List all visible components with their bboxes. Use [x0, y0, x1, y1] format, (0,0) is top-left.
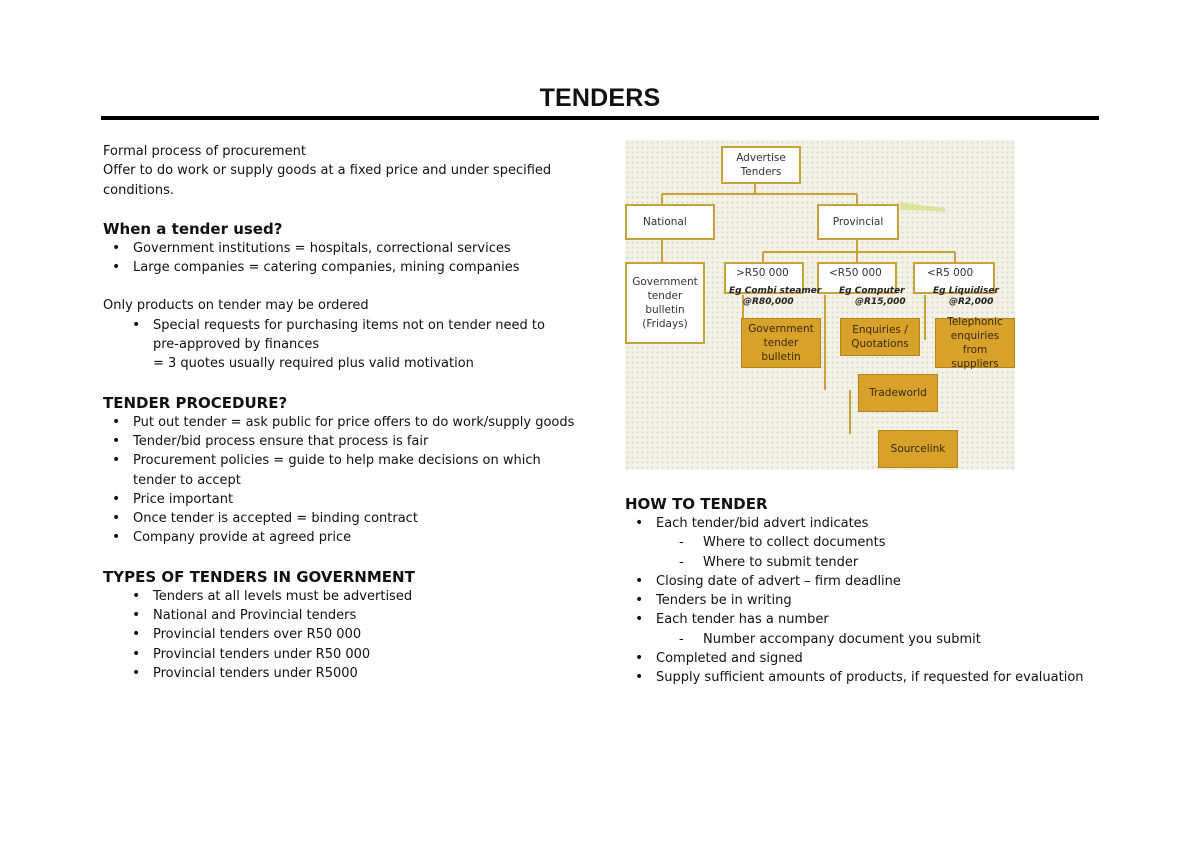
how-list [656, 514, 1095, 533]
when-heading: When a tender used? [103, 219, 283, 238]
list-item: • Price important [133, 490, 583, 509]
how-list-3 [656, 649, 1095, 688]
types-list [153, 587, 583, 683]
list-item: • Large companies = catering companies, mining companies [133, 258, 583, 277]
under-50k-label: <R50 000 [829, 267, 882, 279]
sourcelink-box: Sourcelink [878, 430, 958, 468]
list-item: • Completed and signed [656, 649, 1095, 668]
how-heading: HOW TO TENDER [625, 495, 768, 513]
list-item: • Each tender/bid advert indicates [656, 514, 1095, 533]
page-title: TENDERS [539, 84, 661, 112]
list-item: • Procurement policies = guide to help make decisions on which tender to accept [133, 451, 583, 490]
intro-line-2: Offer to do work or supply goods at a fixed price and under specified conditions. [103, 163, 552, 198]
intro-line-1: Formal process of procurement [103, 144, 306, 159]
under-5k-price: @R2,000 [949, 297, 994, 307]
over-50k-example: Eg Combi steamer [729, 286, 822, 296]
list-item: • Company provide at agreed price [133, 528, 583, 547]
list-item: • Special requests for purchasing items not on tender need to pre-approved by finances [153, 316, 573, 355]
tender-flow-diagram [625, 140, 1015, 470]
under-50k-price: @R15,000 [855, 297, 906, 307]
under-5k-label: <R5 000 [927, 267, 974, 279]
right-column [625, 494, 1095, 688]
list-item: • Provincial tenders under R50 000 [153, 645, 583, 664]
quotes-text: = 3 quotes usually required plus valid motivation [153, 356, 474, 372]
list-item: • Provincial tenders over R50 000 [153, 625, 583, 644]
sub-list-item: - Where to collect documents [703, 533, 1095, 552]
list-item: • Tenders at all levels must be advertised [153, 587, 583, 606]
advertise-tenders-box: Advertise Tenders [721, 146, 801, 184]
sub-list-item: - Where to submit tender [703, 553, 1095, 572]
procedure-heading: TENDER PROCEDURE? [103, 393, 288, 412]
list-item: • Each tender has a number [656, 610, 1095, 629]
list-item: • Government institutions = hospitals, correctional services [133, 239, 583, 258]
list-item: • Put out tender = ask public for price offers to do work/supply goods [133, 413, 583, 432]
gov-bulletin-box: Government tender bulletin (Fridays) [625, 262, 705, 344]
how-sublist-1 [703, 533, 1095, 572]
provincial-box: Provincial [817, 204, 899, 240]
list-item: • Provincial tenders under R5000 [153, 664, 583, 683]
tradeworld-box: Tradeworld [858, 374, 938, 412]
title-rule [101, 116, 1099, 120]
list-item: • Tender/bid process ensure that process is fair [133, 432, 583, 451]
list-item: • Once tender is accepted = binding contract [133, 509, 583, 528]
special-list [153, 316, 573, 355]
how-list-2 [656, 572, 1095, 630]
how-sublist-2 [703, 630, 1095, 649]
gov-tender-bulletin-box: Government tender bulletin [741, 318, 821, 368]
sub-list-item: - Number accompany document you submit [703, 630, 1095, 649]
telephonic-box: Telephonic enquiries from suppliers [935, 318, 1015, 368]
only-products-text: Only products on tender may be ordered [103, 298, 369, 314]
procedure-list [133, 413, 583, 548]
under-5k-example: Eg Liquidiser [933, 286, 999, 296]
list-item: • Closing date of advert – firm deadline [656, 572, 1095, 591]
over-50k-label: >R50 000 [736, 267, 789, 279]
types-heading: TYPES OF TENDERS IN GOVERNMENT [103, 567, 415, 586]
list-item: • Supply sufficient amounts of products, if requested for evaluation [656, 668, 1095, 687]
left-column [103, 142, 583, 683]
national-box: National [625, 204, 715, 240]
under-50k-example: Eg Computer [839, 286, 905, 296]
over-50k-price: @R80,000 [743, 297, 794, 307]
list-item: • National and Provincial tenders [153, 606, 583, 625]
when-list [133, 239, 583, 278]
list-item: • Tenders be in writing [656, 591, 1095, 610]
enquiries-box: Enquiries / Quotations [840, 318, 920, 356]
